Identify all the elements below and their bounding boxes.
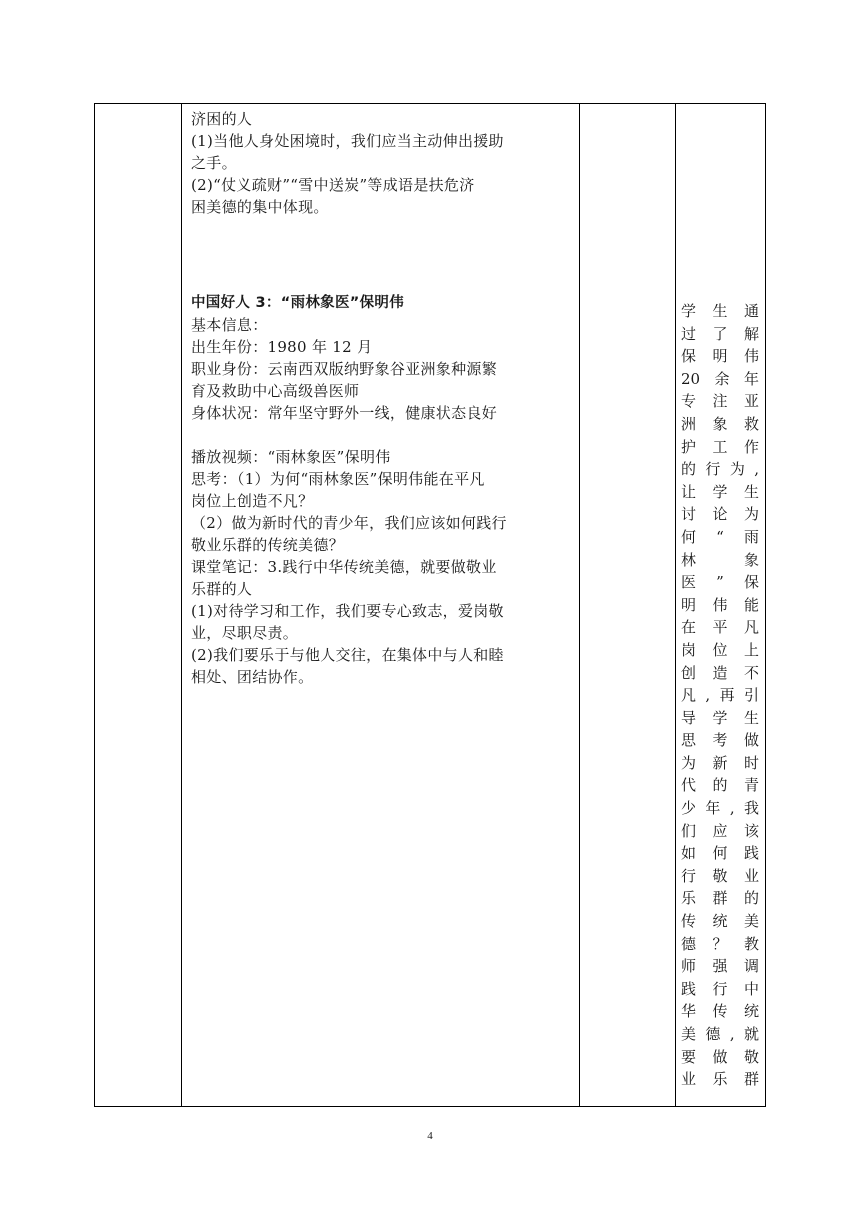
intent-line: 乐 群 的 xyxy=(681,889,759,908)
page-number: 4 xyxy=(427,1130,433,1142)
intent-line: 林 象 xyxy=(681,550,759,569)
intent-line: 专 注 亚 xyxy=(681,392,759,411)
intent-line: 何 “ 雨 xyxy=(681,527,759,546)
intent-line: 践 行 中 xyxy=(681,979,759,998)
content-line: 业，尽职尽责。 xyxy=(191,624,299,642)
content-line: (1)当他人身处困境时，我们应当主动伸出援助 xyxy=(191,132,504,150)
intent-line: 20 余 年 xyxy=(681,369,759,388)
intent-line: 凡 , 再 引 xyxy=(681,686,759,705)
intent-line: 创 造 不 xyxy=(681,663,759,682)
intent-line: 护 工 作 xyxy=(681,437,759,456)
content-line: 困美德的集中体现。 xyxy=(191,198,329,216)
content-line: 相处、团结协作。 xyxy=(191,668,314,686)
intent-line: 行 敬 业 xyxy=(681,866,759,885)
content-line: 敬业乐群的传统美德？ xyxy=(191,536,345,554)
content-line: 之手。 xyxy=(191,154,237,172)
intent-line: 代 的 青 xyxy=(681,776,759,795)
content-line: 课堂笔记：3.践行中华传统美德，就要做敬业 xyxy=(191,558,497,576)
design-intent-cell xyxy=(681,300,759,1091)
intent-line: 学 生 通 xyxy=(681,302,759,320)
intent-line: 华 传 统 xyxy=(681,1002,759,1021)
info-line: 育及救助中心高级兽医师 xyxy=(191,382,360,400)
column-divider xyxy=(181,104,182,1106)
content-line: 播放视频：“雨林象医”保明伟 xyxy=(191,448,391,466)
content-line: (2)“仗义疏财”“雪中送炭”等成语是扶危济 xyxy=(191,176,475,194)
info-line: 基本信息： xyxy=(191,316,268,334)
intent-line: 业 乐 群 xyxy=(681,1070,759,1089)
intent-line: 导 学 生 xyxy=(681,708,759,727)
intent-line: 洲 象 救 xyxy=(681,414,759,433)
info-line: 职业身份：云南西双版纳野象谷亚洲象种源繁 xyxy=(191,360,498,378)
intent-line: 美 德 , 就 xyxy=(681,1025,759,1043)
content-line: 岗位上创造不凡？ xyxy=(191,492,314,510)
content-line: (1)对待学习和工作，我们要专心致志，爱岗敬 xyxy=(191,602,504,620)
intent-line: 思 考 做 xyxy=(681,731,759,750)
intent-line: 们 应 该 xyxy=(681,821,759,840)
info-line: 身体状况：常年坚守野外一线，健康状态良好 xyxy=(191,404,498,422)
intent-line: 德 ？ 教 xyxy=(681,934,759,953)
lesson-table xyxy=(94,103,766,1107)
intent-line: 师 强 调 xyxy=(681,957,759,976)
intent-line: 明 伟 能 xyxy=(681,595,759,614)
intent-line: 要 做 敬 xyxy=(681,1047,759,1066)
intent-line: 讨 论 为 xyxy=(681,505,759,524)
intent-line: 的 行 为 , xyxy=(681,460,759,479)
intent-line: 在 平 凡 xyxy=(681,618,759,637)
teaching-content-cell xyxy=(191,108,577,688)
intent-line: 如 何 践 xyxy=(681,844,759,863)
intent-line: 过 了 解 xyxy=(681,324,759,343)
intent-line: 保 明 伟 xyxy=(681,347,759,366)
section-heading: 中国好人 3：“雨林象医”保明伟 xyxy=(191,295,404,311)
intent-line: 医 ” 保 xyxy=(681,573,759,592)
column-divider xyxy=(579,104,580,1106)
content-line: 乐群的人 xyxy=(191,580,253,598)
content-line: （2）做为新时代的青少年，我们应该如何践行 xyxy=(191,514,507,532)
content-line: 思考：（1）为何“雨林象医”保明伟能在平凡 xyxy=(191,470,485,488)
intent-line: 为 新 时 xyxy=(681,753,759,772)
content-line: (2)我们要乐于与他人交往，在集体中与人和睦 xyxy=(191,646,504,664)
intent-line: 传 统 美 xyxy=(681,912,759,931)
intent-line: 岗 位 上 xyxy=(681,640,759,659)
content-line: 济困的人 xyxy=(191,110,253,128)
intent-line: 少 年 , 我 xyxy=(681,799,759,818)
intent-line: 让 学 生 xyxy=(681,482,759,501)
column-divider xyxy=(675,104,676,1106)
info-line: 出生年份：1980 年 12 月 xyxy=(191,338,373,356)
